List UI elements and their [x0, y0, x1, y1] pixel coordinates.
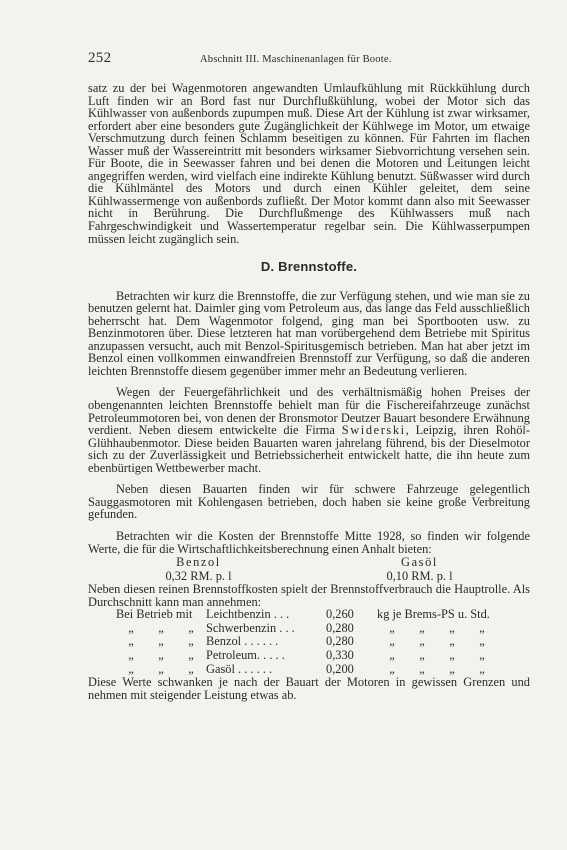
price-header-benzol: Benzol	[176, 555, 221, 570]
firm-name: Swiderski	[341, 423, 406, 438]
paragraph-petroleum-motors	[88, 386, 530, 474]
consumption-intro: Bei Betrieb mit	[116, 607, 193, 622]
running-head: Abschnitt III. Maschinenanlagen für Boote.	[200, 54, 392, 65]
ditto-mark: „	[419, 634, 425, 649]
fuel-name: Gasöl . . . . . .	[206, 661, 273, 676]
ditto-mark: „	[479, 634, 485, 649]
ditto-mark: „	[188, 661, 194, 676]
ditto-mark: „	[158, 661, 164, 676]
ditto-mark: „	[128, 661, 134, 676]
consumption-table	[116, 608, 497, 676]
ditto-mark: „	[128, 647, 134, 662]
ditto-mark: „	[128, 634, 134, 649]
ditto-mark: „	[449, 620, 455, 635]
section-heading: D. Brennstoffe.	[260, 259, 358, 275]
fuel-name: Benzol . . . . . .	[206, 634, 279, 649]
fuel-value: 0,260	[326, 607, 354, 622]
ditto-mark: „	[389, 620, 395, 635]
paragraph-consumption-intro: Neben diesen reinen Brennstoffkosten spielt der Brennstoffverbrauch die Hauptrolle. Als Durchschnitt kann man annehmen:	[88, 582, 530, 609]
ditto-mark: „	[419, 620, 425, 635]
ditto-mark: „	[449, 647, 455, 662]
ditto-mark: „	[158, 634, 164, 649]
page-body	[88, 82, 530, 701]
ditto-mark: „	[188, 620, 194, 635]
text-after-firm: , Leipzig, ihren Rohöl-Glühhaubenmotor. Diese beiden Bauarten waren jahrelang führend, bis der Dieselmotor sich zu der Zuverlässigkeit und Betriebssicherheit entwickelt hatte, die ihn heute zum ebenbürtigen Wettbewerber macht.	[88, 423, 530, 475]
fuel-name: Petroleum. . . . .	[206, 647, 285, 662]
fuel-unit: kg je Brems-PS u. Std.	[377, 607, 490, 622]
text-before-firm: Wegen der Feuergefährlichkeit und des verhältnismäßig hohen Preises der obengenannten leichten Brennstoffe behielt man für die Fischereifahrzeuge zunächst Petroleummotoren bei, von denen der Bronsmotor Deutzer Bauart besondere Erwähnung verdient. Neben diesem entwickelte die Firma	[88, 385, 530, 438]
page-header	[88, 50, 479, 70]
fuel-name: Leichtbenzin . . .	[206, 607, 290, 622]
fuel-value: 0,330	[326, 647, 354, 662]
ditto-mark: „	[188, 634, 194, 649]
price-table	[88, 555, 530, 583]
table-row	[116, 663, 497, 677]
paragraph-fuels-intro: Betrachten wir kurz die Brennstoffe, die zur Verfügung stehen, und wie man sie zu benutzen gelernt hat. Daimler ging vom Petroleum aus, das lange das Feld ausschließlich beherrscht hat. Dem Wagenmotor folgend, ging man bei Sportbooten usw. zu Benzinmotoren über. Diese letzteren hat man vorübergehend dem Betriebe mit Spiritus anzupassen versucht, auch mit Benzol-Spiritusgemisch betrieben. Man hat aber jetzt im Benzol einen vollkommen einwandfreien Brennstoff zur Verfügung, so daß die anderen leichten Brennstoffe diesem gegenüber immer mehr an Bedeutung verlieren.	[88, 288, 530, 378]
ditto-mark: „	[479, 620, 485, 635]
ditto-mark: „	[449, 634, 455, 649]
price-header-gasoel: Gasöl	[401, 555, 438, 570]
paragraph-costs: Betrachten wir die Kosten der Brennstoffe Mitte 1928, so finden wir folgende Werte, die für die Wirtschaftlichkeitsberechnung einen Anhalt bieten:	[88, 528, 530, 556]
table-row	[116, 622, 497, 636]
ditto-mark: „	[128, 620, 134, 635]
ditto-mark: „	[389, 647, 395, 662]
ditto-mark: „	[389, 634, 395, 649]
table-row	[116, 608, 497, 622]
paragraph-cooling: satz zu der bei Wagenmotoren angewandten Umlaufkühlung mit Rückkühlung durch Luft finden wir an Bord fast nur Durchflußkühlung, wobei der Motor sich das Kühlwasser von außenbords zupumpen muß. Diese Art der Kühlung ist zwar wirksamer, erfordert aber eine besonders gute Zugänglichkeit der Kühlwege im Motor, um etwaige Verschmutzung durch feinen Schlamm beseitigen zu können. Für Fahrten im flachen Wasser muß der Wassereintritt mit besonders wirksamer Siebvorrichtung versehen sein. Für Boote, die in Seewasser fahren und bei denen die Motoren und Leitungen leicht angegriffen werden, wird vielfach eine indirekte Kühlung benutzt. Süßwasser wird durch die Kühlmäntel des Motors und durch einen Kühler geleitet, dem seine Kühlwassermenge von außenbords zufließt. Der Motor kommt dann also mit Seewasser nicht in Berührung. Die Durchflußmenge des Kühlwassers muß nach Fahrgeschwindigkeit und Wassertemperatur regelbar sein. Die Kühlwasserpumpen müssen leicht zugänglich sein.	[88, 81, 530, 246]
paragraph-conclusion: Diese Werte schwanken je nach der Bauart der Motoren in gewissen Grenzen und nehmen mit steigender Leistung etwas ab.	[88, 675, 530, 702]
ditto-mark: „	[389, 661, 395, 676]
fuel-value: 0,280	[326, 634, 354, 649]
ditto-mark: „	[479, 661, 485, 676]
ditto-mark: „	[479, 647, 485, 662]
table-row	[116, 635, 497, 649]
price-value-gasoel: 0,10 RM. p. l	[386, 569, 453, 584]
page-number: 252	[88, 50, 112, 66]
paragraph-gas-motors: Neben diesen Bauarten finden wir für schwere Fahrzeuge gelegentlich Sauggasmotoren mit Kohlengasen betrieben, doch haben sie keine große Verbreitung gefunden.	[88, 482, 530, 522]
ditto-mark: „	[449, 661, 455, 676]
ditto-mark: „	[188, 647, 194, 662]
fuel-value: 0,280	[326, 620, 354, 635]
ditto-mark: „	[419, 661, 425, 676]
table-row	[116, 649, 497, 663]
price-value-benzol: 0,32 RM. p. l	[165, 569, 232, 584]
ditto-mark: „	[419, 647, 425, 662]
ditto-mark: „	[158, 647, 164, 662]
ditto-mark: „	[158, 620, 164, 635]
fuel-name: Schwerbenzin . . .	[206, 620, 295, 635]
fuel-value: 0,200	[326, 661, 354, 676]
